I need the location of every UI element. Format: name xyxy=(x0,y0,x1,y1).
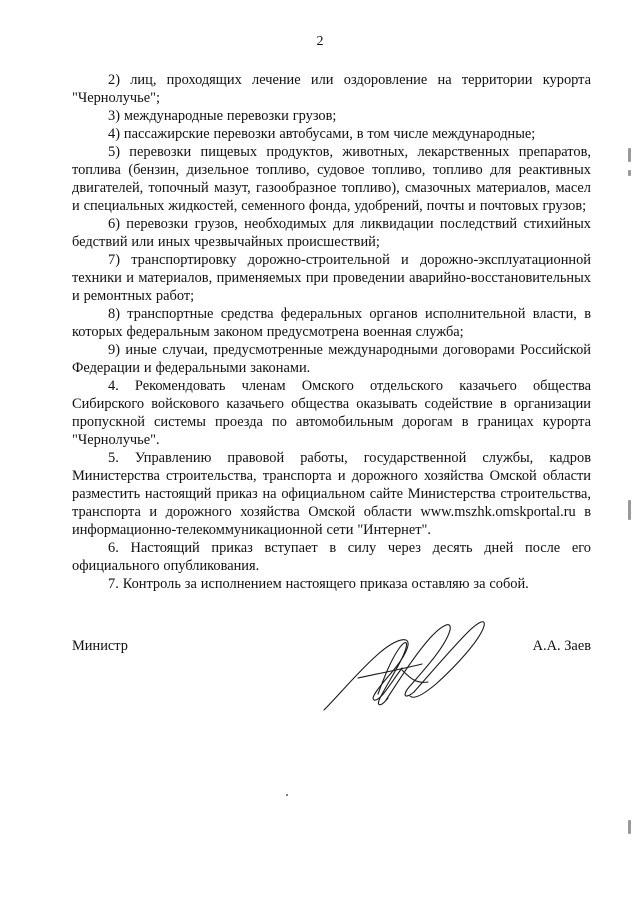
document-body xyxy=(72,71,591,593)
paragraph-clause-6: 6. Настоящий приказ вступает в силу через десять дней после его официального опубликования. xyxy=(72,540,591,574)
paragraph-item-8: 8) транспортные средства федеральных органов исполнительной власти, в которых федеральным законом предусмотрена военная служба; xyxy=(72,306,591,340)
signer-name: А.А. Заев xyxy=(532,638,591,654)
paragraph-item-2: 2) лиц, проходящих лечение или оздоровление на территории курорта "Чернолучье"; xyxy=(72,72,591,106)
scan-edge-mark xyxy=(628,170,631,176)
signer-role: Министр xyxy=(72,638,128,654)
paragraph-item-5: 5) перевозки пищевых продуктов, животных, лекарственных препаратов, топлива (бензин, дизельное топливо, судовое топливо, топливо для реактивных двигателей, топочный мазут, газообразное топливо), смазочных материалов, масел и специальных жидкостей, семенного фонда, удобрений, почты и почтовых грузов; xyxy=(72,144,591,214)
paragraph-item-7: 7) транспортировку дорожно-строительной и дорожно-эксплуатационной техники и материалов, применяемых при проведении аварийно-восстановительных и ремонтных работ; xyxy=(72,252,591,304)
paragraph-item-9: 9) иные случаи, предусмотренные международными договорами Российской Федерации и федеральными законами. xyxy=(72,342,591,376)
scan-edge-mark xyxy=(628,820,631,834)
paragraph-clause-7: 7. Контроль за исполнением настоящего приказа оставляю за собой. xyxy=(108,576,529,592)
scan-edge-mark xyxy=(628,500,631,520)
scan-speck xyxy=(286,794,288,796)
paragraph-clause-4: 4. Рекомендовать членам Омского отдельского казачьего общества Сибирского войскового казачьего общества оказывать содействие в организации пропускной системы проезда по автомобильным дорогам в границах курорта "Чернолучье". xyxy=(72,378,591,448)
scan-edge-mark xyxy=(628,148,631,162)
paragraph-clause-5: 5. Управлению правовой работы, государственной службы, кадров Министерства строительства, транспорта и дорожного хозяйства Омской области разместить настоящий приказ на официальном сайте Министерства строительства, транспорта и дорожного хозяйства Омской области www.mszhk.omskportal.ru в информационно-телекоммуникационной сети "Интернет". xyxy=(72,450,591,538)
page-number: 2 xyxy=(316,34,324,49)
paragraph-item-6: 6) перевозки грузов, необходимых для ликвидации последствий стихийных бедствий или иных чрезвычайных происшествий; xyxy=(72,216,591,250)
paragraph-item-4: 4) пассажирские перевозки автобусами, в том числе международные; xyxy=(108,126,536,142)
paragraph-item-3: 3) международные перевозки грузов; xyxy=(108,108,337,124)
handwritten-signature xyxy=(318,612,493,722)
